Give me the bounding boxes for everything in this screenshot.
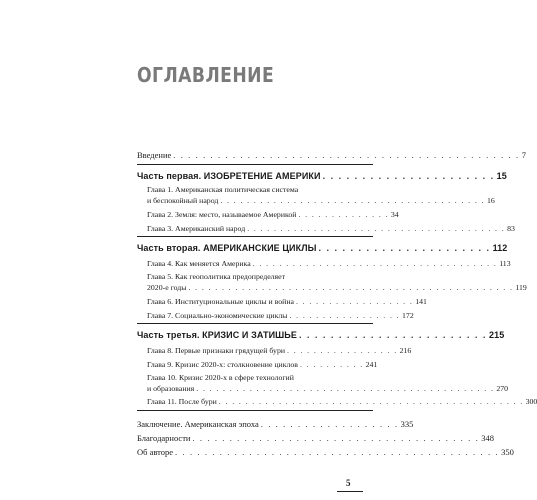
toc-chapter-5[interactable]: [147, 271, 527, 293]
toc-chapter-label-line2: 2020-е годы: [147, 283, 187, 292]
dot-leader: . . . . . . . . . . . . . . . . . . . . . . . . . . . . . . . . . . . . . . . . . . . .: [175, 447, 500, 457]
toc-chapter-10[interactable]: [147, 372, 509, 394]
toc-entry-page: 350: [501, 447, 514, 457]
dot-leader: . . . . . . . . . .: [299, 360, 364, 369]
toc-chapter-label-line1: Глава 5. Как геополитика предопределяет: [147, 272, 285, 281]
toc-chapter-label-line2: и образования: [147, 384, 195, 393]
page-number-rule: [337, 491, 363, 492]
toc-chapter-line2: [147, 195, 495, 206]
toc-chapter-label: Глава 4. Как меняется Америка: [147, 259, 251, 268]
toc-entry-page: 7: [521, 150, 526, 160]
toc-part-label: Часть первая. ИЗОБРЕТЕНИЕ АМЕРИКИ: [137, 171, 321, 181]
toc-entry-about-author[interactable]: [137, 447, 514, 458]
toc-chapter-4[interactable]: [147, 258, 511, 269]
toc-chapter-3[interactable]: [147, 223, 515, 234]
toc-chapter-label-line2: и беспокойный народ: [147, 196, 219, 205]
dot-leader: . . . . . . . . . . . . . . . . . . . . . . . . . . . . . . . . . . . . . . .: [192, 433, 480, 443]
toc-chapter-page: 141: [415, 297, 427, 306]
toc-entry-conclusion[interactable]: [137, 419, 414, 430]
toc-chapter-7[interactable]: [147, 310, 414, 321]
dot-leader: . . . . . . . . . . . . . . . . . . . . . .: [322, 171, 495, 181]
toc-part-page: 112: [492, 243, 508, 253]
toc-chapter-page: 270: [496, 384, 509, 393]
toc-chapter-page: 241: [365, 360, 378, 369]
toc-chapter-label-line1: Глава 10. Кризис 2020-х в сфере технологий: [147, 373, 294, 382]
toc-chapter-9[interactable]: [147, 359, 378, 370]
toc-chapter-8[interactable]: [147, 345, 412, 356]
toc-part-3[interactable]: [137, 330, 505, 341]
toc-chapter-label-line1: Глава 1. Американская политическая система: [147, 185, 299, 194]
section-divider: [137, 164, 373, 165]
toc-chapter-label: Глава 8. Первые признаки грядущей бури: [147, 346, 286, 355]
dot-leader: . . . . . . . . . . . . . . . . . . . . . . . . . . . . . . . . . . . . . . . . . . . . . . . . .: [188, 283, 514, 292]
toc-chapter-line2: [147, 383, 509, 394]
toc-part-label: Часть третья. КРИЗИС И ЗАТИШЬЕ: [137, 330, 297, 340]
toc-chapter-page: 83: [507, 224, 515, 233]
toc-entry-label: Введение: [137, 150, 172, 160]
toc-chapter-page: 16: [486, 196, 495, 205]
toc-chapter-1[interactable]: [147, 184, 495, 206]
dot-leader: . . . . . . . . . . . . . . . . . . . . . .: [318, 243, 491, 253]
toc-part-page: 15: [496, 171, 507, 181]
toc-entry-label: Благодарности: [137, 433, 191, 443]
toc-chapter-line2: [147, 282, 527, 293]
toc-part-1[interactable]: [137, 171, 507, 182]
toc-chapter-label: Глава 3. Американский народ: [147, 224, 246, 233]
toc-chapter-label: Глава 2. Земля: место, называемое Америкой: [147, 210, 297, 219]
toc-chapter-label: Глава 11. После бури: [147, 397, 217, 406]
toc-part-2[interactable]: [137, 243, 508, 254]
toc-chapter-page: 34: [390, 210, 399, 219]
toc-chapter-page: 113: [499, 259, 511, 268]
toc-entry-label: Об авторе: [137, 447, 174, 457]
dot-leader: . . . . . . . . . . . . . . . . . . . . . . . . . . . . . . . . . . . . .: [252, 259, 498, 268]
dot-leader: . . . . . . . . . . . . . . . . . . . . . . . . . . . . . . . . . . . . . . . . . . . . .: [196, 384, 495, 393]
toc-chapter-11[interactable]: [147, 396, 537, 407]
dot-leader: . . . . . . . . . . . . . . . . . . .: [260, 419, 399, 429]
toc-chapter-page: 172: [402, 311, 414, 320]
dot-leader: . . . . . . . . . . . . . . . . . . . . . . . . . . . . . . . . . . . . . . . .: [220, 196, 485, 205]
dot-leader: . . . . . . . . . . . . . . . . . . . . . . . . . . . . . . . . . . . . . . .: [247, 224, 506, 233]
section-divider: [137, 236, 373, 237]
dot-leader: . . . . . . . . . . . . . . . . . .: [295, 297, 414, 306]
dot-leader: . . . . . . . . . . . . . .: [298, 210, 389, 219]
toc-part-label: Часть вторая. АМЕРИКАНСКИЕ ЦИКЛЫ: [137, 243, 317, 253]
toc-chapter-page: 216: [399, 346, 412, 355]
section-divider: [137, 410, 373, 411]
dot-leader: . . . . . . . . . . . . . . . . .: [287, 346, 398, 355]
dot-leader: . . . . . . . . . . . . . . . . .: [289, 311, 401, 320]
toc-part-page: 215: [489, 330, 505, 340]
page-title: ОГЛАВЛЕНИЕ: [137, 63, 275, 87]
toc-entry-label: Заключение. Американская эпоха: [137, 419, 259, 429]
section-divider: [137, 323, 373, 324]
dot-leader: . . . . . . . . . . . . . . . . . . . . . . . . . . . . . . . . . . . . . . . . . . . . . . .: [173, 150, 520, 160]
toc-chapter-2[interactable]: [147, 209, 399, 220]
toc-chapter-label: Глава 7. Социально-экономические циклы: [147, 311, 288, 320]
toc-entry-intro[interactable]: [137, 150, 526, 161]
page-number: 5: [346, 478, 351, 488]
dot-leader: . . . . . . . . . . . . . . . . . . . . . . . . . . . . . . . . . . . . . . . . . . . . . .: [218, 397, 524, 406]
toc-entry-page: 335: [400, 419, 414, 429]
toc-chapter-page: 300: [525, 397, 537, 406]
toc-entry-acknowledgements[interactable]: [137, 433, 495, 444]
toc-chapter-page: 119: [515, 283, 527, 292]
toc-chapter-label: Глава 6. Институциональные циклы и война: [147, 297, 294, 306]
toc-chapter-6[interactable]: [147, 296, 427, 307]
dot-leader: . . . . . . . . . . . . . . . . . . . . . . . .: [298, 330, 488, 340]
toc-chapter-label: Глава 9. Кризис 2020-х: столкновение циклов: [147, 360, 298, 369]
toc-entry-page: 348: [481, 433, 495, 443]
